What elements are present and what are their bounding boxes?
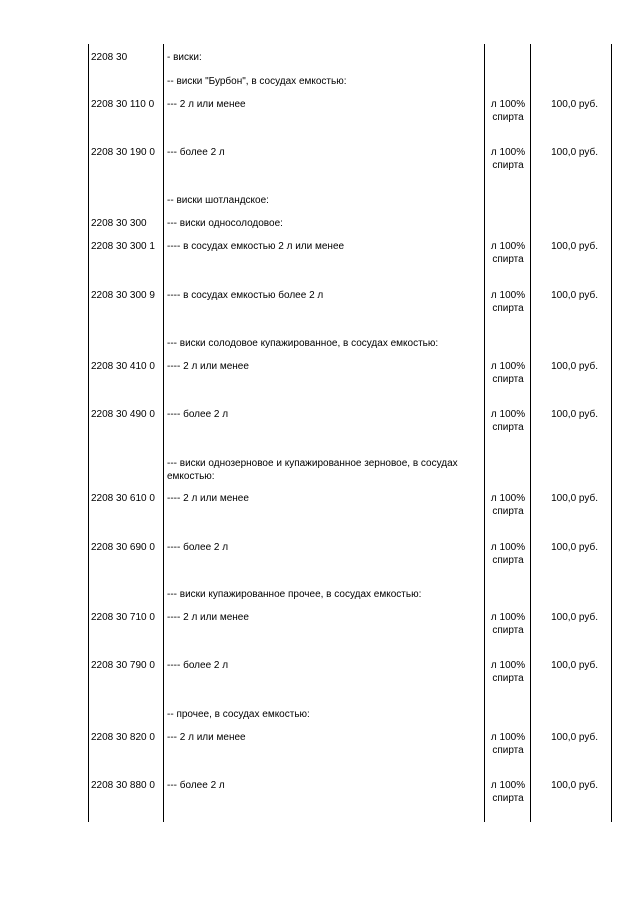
row-code: 2208 30 490 0 bbox=[91, 409, 155, 420]
row-code: 2208 30 790 0 bbox=[91, 660, 155, 671]
row-description: -- прочее, в сосудах емкостью: bbox=[167, 709, 310, 720]
row-description: --- более 2 л bbox=[167, 147, 225, 158]
row-description: --- виски односолодовое: bbox=[167, 218, 283, 229]
row-code: 2208 30 bbox=[91, 52, 128, 63]
row-rate: 100,0 руб. bbox=[551, 241, 598, 252]
row-unit: л 100% спирта bbox=[490, 241, 526, 265]
row-description: -- виски шотландское: bbox=[167, 195, 269, 206]
row-unit: л 100% спирта bbox=[490, 99, 526, 123]
row-unit: л 100% спирта bbox=[490, 542, 526, 566]
row-code: 2208 30 690 0 bbox=[91, 542, 155, 553]
row-description: -- виски "Бурбон", в сосудах емкостью: bbox=[167, 76, 347, 87]
row-description: --- более 2 л bbox=[167, 780, 225, 791]
row-description: --- виски купажированное прочее, в сосудах емкостью: bbox=[167, 589, 422, 600]
row-rate: 100,0 руб. bbox=[551, 409, 598, 420]
column-divider bbox=[611, 44, 612, 822]
row-code: 2208 30 880 0 bbox=[91, 780, 155, 791]
row-code: 2208 30 820 0 bbox=[91, 732, 155, 743]
row-code: 2208 30 410 0 bbox=[91, 361, 155, 372]
row-unit: л 100% спирта bbox=[490, 290, 526, 314]
row-description: ---- 2 л или менее bbox=[167, 361, 249, 372]
row-description: --- виски однозерновое и купажированное зерновое, в сосудах емкостью: bbox=[167, 458, 458, 482]
row-unit: л 100% спирта bbox=[490, 361, 526, 385]
row-rate: 100,0 руб. bbox=[551, 99, 598, 110]
row-unit: л 100% спирта bbox=[490, 780, 526, 804]
row-code: 2208 30 710 0 bbox=[91, 612, 155, 623]
column-divider bbox=[88, 44, 89, 822]
row-rate: 100,0 руб. bbox=[551, 732, 598, 743]
row-description: --- 2 л или менее bbox=[167, 732, 246, 743]
row-rate: 100,0 руб. bbox=[551, 361, 598, 372]
row-rate: 100,0 руб. bbox=[551, 660, 598, 671]
row-rate: 100,0 руб. bbox=[551, 542, 598, 553]
row-rate: 100,0 руб. bbox=[551, 780, 598, 791]
row-description: ---- более 2 л bbox=[167, 542, 229, 553]
row-description: ---- 2 л или менее bbox=[167, 493, 249, 504]
row-description: ---- в сосудах емкостью более 2 л bbox=[167, 290, 324, 301]
row-code: 2208 30 300 9 bbox=[91, 290, 155, 301]
row-description: --- 2 л или менее bbox=[167, 99, 246, 110]
row-description: ---- в сосудах емкостью 2 л или менее bbox=[167, 241, 345, 252]
row-unit: л 100% спирта bbox=[490, 147, 526, 171]
row-code: 2208 30 300 1 bbox=[91, 241, 155, 252]
row-rate: 100,0 руб. bbox=[551, 493, 598, 504]
row-description: ---- более 2 л bbox=[167, 409, 229, 420]
row-description: --- виски солодовое купажированное, в сосудах емкостью: bbox=[167, 338, 439, 349]
row-code: 2208 30 300 bbox=[91, 218, 147, 229]
row-code: 2208 30 190 0 bbox=[91, 147, 155, 158]
row-unit: л 100% спирта bbox=[490, 493, 526, 517]
row-description: - виски: bbox=[167, 52, 202, 63]
row-unit: л 100% спирта bbox=[490, 660, 526, 684]
column-divider bbox=[530, 44, 531, 822]
row-code: 2208 30 610 0 bbox=[91, 493, 155, 504]
row-description: ---- более 2 л bbox=[167, 660, 229, 671]
column-divider bbox=[163, 44, 164, 822]
column-divider bbox=[484, 44, 485, 822]
row-rate: 100,0 руб. bbox=[551, 147, 598, 158]
row-unit: л 100% спирта bbox=[490, 612, 526, 636]
row-rate: 100,0 руб. bbox=[551, 290, 598, 301]
row-description: ---- 2 л или менее bbox=[167, 612, 249, 623]
row-unit: л 100% спирта bbox=[490, 732, 526, 756]
row-code: 2208 30 110 0 bbox=[91, 99, 155, 110]
row-rate: 100,0 руб. bbox=[551, 612, 598, 623]
row-unit: л 100% спирта bbox=[490, 409, 526, 433]
